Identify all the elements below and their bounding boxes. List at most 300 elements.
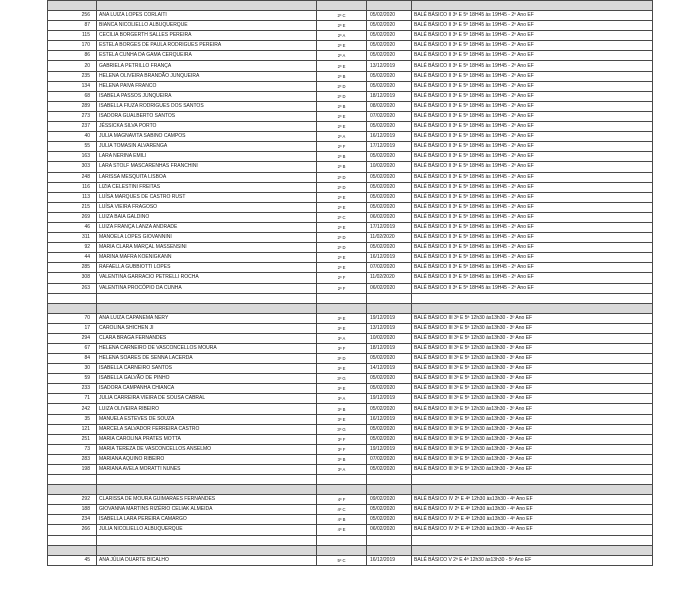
enrollment-date-cell: 05/02/2020: [367, 172, 412, 182]
class-group-cell: 2º E: [317, 21, 367, 31]
enrollment-date-cell: 05/02/2020: [367, 465, 412, 475]
table-row: [48, 152, 653, 162]
student-id-cell: 188: [48, 505, 97, 515]
course-schedule-cell: BALÉ BÁSICO IV 2ª E 4ª 12h30 às13h30 - 4º Ano EF: [412, 525, 653, 535]
enrollment-date-cell: 05/02/2020: [367, 21, 412, 31]
course-schedule-cell: BALÉ BÁSICO III 3ª E 5ª 12h30 às13h30 - 3º Ano EF: [412, 313, 653, 323]
course-schedule-cell: BALÉ BÁSICO III 3ª E 5ª 12h30 às13h30 - 3º Ano EF: [412, 343, 653, 353]
student-id-cell: 44: [48, 253, 97, 263]
class-group-cell: 2º E: [317, 61, 367, 71]
student-id-cell: 256: [48, 11, 97, 21]
student-id-cell: 17: [48, 323, 97, 333]
student-name-cell: JULIA CARREIRA VIEIRA DE SOUSA CABRAL: [97, 394, 317, 404]
enrollment-date-cell: 06/02/2020: [367, 283, 412, 293]
student-id-cell: 242: [48, 404, 97, 414]
student-id-cell: 92: [48, 243, 97, 253]
student-id-cell: 35: [48, 414, 97, 424]
enrollment-date-cell: 05/02/2020: [367, 31, 412, 41]
enrollment-date-cell: 11/02/2020: [367, 233, 412, 243]
class-group-cell: 2º D: [317, 243, 367, 253]
student-id-cell: 113: [48, 192, 97, 202]
course-schedule-cell: BALÉ BÁSICO II 3ª E 5ª 18H45 às 19H45 - 2º Ano EF: [412, 11, 653, 21]
separator-cell: [412, 1, 653, 11]
student-id-cell: 86: [48, 51, 97, 61]
table-row: [48, 263, 653, 273]
student-id-cell: 45: [48, 555, 97, 565]
blank-cell: [48, 475, 97, 485]
enrollment-date-cell: 09/02/2020: [367, 495, 412, 505]
student-id-cell: 251: [48, 434, 97, 444]
enrollment-date-cell: 16/12/2019: [367, 414, 412, 424]
separator-cell: [97, 303, 317, 313]
student-name-cell: VALENTINA GARRACIO PETRELLI ROCHA: [97, 273, 317, 283]
course-schedule-cell: BALÉ BÁSICO III 3ª E 5ª 12h30 às13h30 - 3º Ano EF: [412, 424, 653, 434]
student-name-cell: HELENA CARNEIRO DE VASCONCELLOS MOURA: [97, 343, 317, 353]
course-schedule-cell: BALÉ BÁSICO II 3ª E 5ª 18H45 às 19H45 - 2º Ano EF: [412, 152, 653, 162]
table-row: [48, 404, 653, 414]
enrollment-date-cell: 06/02/2020: [367, 525, 412, 535]
class-group-cell: 2º A: [317, 51, 367, 61]
enrollment-date-cell: 13/12/2019: [367, 323, 412, 333]
student-id-cell: 266: [48, 525, 97, 535]
blank-cell: [367, 293, 412, 303]
enrollment-date-cell: 05/02/2020: [367, 505, 412, 515]
separator-cell: [367, 1, 412, 11]
enrollment-date-cell: 10/02/2020: [367, 162, 412, 172]
course-schedule-cell: BALÉ BÁSICO II 3ª E 5ª 18H45 às 19H45 - 2º Ano EF: [412, 81, 653, 91]
student-name-cell: RAFAELLA GUBBIOTTI LOPES: [97, 263, 317, 273]
student-name-cell: ISABELLA LARA PEREIRA CAMARGO: [97, 515, 317, 525]
class-group-cell: 2º E: [317, 122, 367, 132]
class-group-cell: 2º B: [317, 71, 367, 81]
student-id-cell: 308: [48, 273, 97, 283]
student-id-cell: 73: [48, 444, 97, 454]
student-id-cell: 163: [48, 152, 97, 162]
section-separator-row: [48, 303, 653, 313]
student-id-cell: 40: [48, 132, 97, 142]
student-id-cell: 59: [48, 374, 97, 384]
course-schedule-cell: BALÉ BÁSICO III 3ª E 5ª 12h30 às13h30 - 3º Ano EF: [412, 394, 653, 404]
course-schedule-cell: BALÉ BÁSICO II 3ª E 5ª 18H45 às 19H45 - 2º Ano EF: [412, 212, 653, 222]
enrollment-date-cell: 05/02/2020: [367, 71, 412, 81]
student-name-cell: HELENA PAIVA FRANCO: [97, 81, 317, 91]
student-name-cell: LARA STOLF MASCARENHAS FRANCHINI: [97, 162, 317, 172]
student-name-cell: BIANCA NICOLIELLO ALBUQUERQUE: [97, 21, 317, 31]
course-schedule-cell: BALÉ BÁSICO II 3ª E 5ª 18H45 às 19H45 - 2º Ano EF: [412, 71, 653, 81]
table-row: [48, 283, 653, 293]
enrollment-date-cell: 05/02/2020: [367, 11, 412, 21]
separator-cell: [412, 485, 653, 495]
enrollment-date-cell: 05/02/2020: [367, 515, 412, 525]
blank-row: [48, 475, 653, 485]
student-id-cell: 116: [48, 182, 97, 192]
student-name-cell: LUIZA FRANÇA LANZA ANDRADE: [97, 222, 317, 232]
enrollment-date-cell: 19/12/2019: [367, 313, 412, 323]
separator-cell: [97, 485, 317, 495]
student-name-cell: VALENTINA PROCÓPIO DA CUNHA: [97, 283, 317, 293]
student-id-cell: 237: [48, 122, 97, 132]
class-group-cell: 3º E: [317, 323, 367, 333]
class-group-cell: 3º G: [317, 424, 367, 434]
student-name-cell: MARINA MAFRA KOENIGKANN: [97, 253, 317, 263]
blank-cell: [367, 535, 412, 545]
table-row: [48, 243, 653, 253]
separator-cell: [367, 303, 412, 313]
class-group-cell: 2º B: [317, 162, 367, 172]
enrollment-date-cell: 08/02/2020: [367, 101, 412, 111]
student-name-cell: MANOELA LOPES GIOVANNINI: [97, 233, 317, 243]
blank-cell: [317, 293, 367, 303]
course-schedule-cell: BALÉ BÁSICO II 3ª E 5ª 18H45 às 19H45 - 2º Ano EF: [412, 192, 653, 202]
student-name-cell: ISADORA CAMPANHA CHIANCA: [97, 384, 317, 394]
student-name-cell: ANA LUIZA CAPANEMA NERY: [97, 313, 317, 323]
class-group-cell: 2º A: [317, 132, 367, 142]
student-name-cell: ISADORA GUALBERTO SANTOS: [97, 111, 317, 121]
class-group-cell: 4º F: [317, 495, 367, 505]
student-name-cell: MARIANA AQUINO RIBEIRO: [97, 454, 317, 464]
table-row: [48, 11, 653, 21]
table-row: [48, 51, 653, 61]
class-group-cell: 2º D: [317, 172, 367, 182]
student-name-cell: ANA JÚLIA DUARTE BICALHO: [97, 555, 317, 565]
table-row: [48, 202, 653, 212]
table-row: [48, 465, 653, 475]
student-name-cell: CLARISSA DE MOURA GUIMARAES FERNANDES: [97, 495, 317, 505]
enrollment-date-cell: 16/12/2019: [367, 253, 412, 263]
class-group-cell: 3º D: [317, 354, 367, 364]
table-row: [48, 111, 653, 121]
student-name-cell: LARISSA MESQUITA LISBOA: [97, 172, 317, 182]
class-group-cell: 3º F: [317, 343, 367, 353]
enrollment-date-cell: 16/12/2019: [367, 132, 412, 142]
class-group-cell: 2º D: [317, 81, 367, 91]
enrollment-table: [47, 0, 653, 566]
separator-cell: [367, 485, 412, 495]
enrollment-date-cell: 07/02/2020: [367, 454, 412, 464]
student-name-cell: LARA NERINA EMILI: [97, 152, 317, 162]
course-schedule-cell: BALÉ BÁSICO III 3ª E 5ª 12h30 às13h30 - 3º Ano EF: [412, 323, 653, 333]
class-group-cell: 3º B: [317, 404, 367, 414]
student-name-cell: JULIA MAGNAVITA SABINO CAMPOS: [97, 132, 317, 142]
student-name-cell: MARIA CAROLINA PRATES MOTTA: [97, 434, 317, 444]
class-group-cell: 2º E: [317, 202, 367, 212]
course-schedule-cell: BALÉ BÁSICO II 3ª E 5ª 18H45 às 19H45 - 2º Ano EF: [412, 111, 653, 121]
course-schedule-cell: BALÉ BÁSICO III 3ª E 5ª 12h30 às13h30 - 3º Ano EF: [412, 354, 653, 364]
separator-cell: [97, 545, 317, 555]
blank-cell: [317, 535, 367, 545]
student-id-cell: 67: [48, 343, 97, 353]
student-id-cell: 70: [48, 313, 97, 323]
blank-cell: [48, 293, 97, 303]
table-row: [48, 414, 653, 424]
student-id-cell: 248: [48, 172, 97, 182]
student-id-cell: 273: [48, 111, 97, 121]
class-group-cell: 5º C: [317, 555, 367, 565]
blank-cell: [48, 535, 97, 545]
student-id-cell: 170: [48, 41, 97, 51]
table-row: [48, 192, 653, 202]
class-group-cell: 2º E: [317, 41, 367, 51]
enrollment-date-cell: 05/02/2020: [367, 434, 412, 444]
course-schedule-cell: BALÉ BÁSICO II 3ª E 5ª 18H45 às 19H45 - 2º Ano EF: [412, 263, 653, 273]
student-id-cell: 263: [48, 283, 97, 293]
table-row: [48, 394, 653, 404]
class-group-cell: 4º E: [317, 525, 367, 535]
separator-cell: [412, 545, 653, 555]
enrollment-date-cell: 05/02/2020: [367, 122, 412, 132]
separator-cell: [48, 485, 97, 495]
student-id-cell: 30: [48, 364, 97, 374]
course-schedule-cell: BALÉ BÁSICO II 3ª E 5ª 18H45 às 19H45 - 2º Ano EF: [412, 122, 653, 132]
class-group-cell: 3º E: [317, 364, 367, 374]
enrollment-table-body: [48, 1, 653, 566]
student-name-cell: JULIA NICOLIELLO ALBUQUERQUE: [97, 525, 317, 535]
student-name-cell: ISABELLA GALVÃO DE PINHO: [97, 374, 317, 384]
table-row: [48, 444, 653, 454]
enrollment-date-cell: 07/02/2020: [367, 111, 412, 121]
enrollment-date-cell: 14/12/2019: [367, 364, 412, 374]
blank-cell: [367, 475, 412, 485]
course-schedule-cell: BALÉ BÁSICO III 3ª E 5ª 12h30 às13h30 - 3º Ano EF: [412, 444, 653, 454]
enrollment-date-cell: 05/02/2020: [367, 202, 412, 212]
enrollment-date-cell: 05/02/2020: [367, 384, 412, 394]
student-name-cell: LUIZA BAIA GALDINO: [97, 212, 317, 222]
course-schedule-cell: BALÉ BÁSICO II 3ª E 5ª 18H45 às 19H45 - 2º Ano EF: [412, 132, 653, 142]
student-name-cell: CECILIA BORGERTH SALLES PEREIRA: [97, 31, 317, 41]
student-name-cell: GIOVANNA MARTINS RIZÉRIO CELIAK ALMEIDA: [97, 505, 317, 515]
student-name-cell: JULIA TOMASIN ALVARENGA: [97, 142, 317, 152]
course-schedule-cell: BALÉ BÁSICO III 3ª E 5ª 12h30 às13h30 - 3º Ano EF: [412, 465, 653, 475]
class-group-cell: 2º C: [317, 11, 367, 21]
enrollment-date-cell: 05/02/2020: [367, 424, 412, 434]
course-schedule-cell: BALÉ BÁSICO II 3ª E 5ª 18H45 às 19H45 - 2º Ano EF: [412, 41, 653, 51]
student-id-cell: 71: [48, 394, 97, 404]
student-id-cell: 283: [48, 454, 97, 464]
enrollment-date-cell: 19/12/2019: [367, 444, 412, 454]
enrollment-date-cell: 05/02/2020: [367, 354, 412, 364]
course-schedule-cell: BALÉ BÁSICO III 3ª E 5ª 12h30 às13h30 - 3º Ano EF: [412, 364, 653, 374]
separator-cell: [412, 303, 653, 313]
blank-cell: [97, 535, 317, 545]
class-group-cell: 3º E: [317, 414, 367, 424]
student-id-cell: 289: [48, 101, 97, 111]
blank-cell: [97, 475, 317, 485]
enrollment-date-cell: 13/12/2019: [367, 61, 412, 71]
student-name-cell: LUÍSA MARQUES DE CASTRO RUST: [97, 192, 317, 202]
table-row: [48, 61, 653, 71]
enrollment-date-cell: 05/02/2020: [367, 41, 412, 51]
enrollment-date-cell: 17/12/2019: [367, 222, 412, 232]
separator-cell: [317, 545, 367, 555]
table-row: [48, 454, 653, 464]
table-row: [48, 424, 653, 434]
course-schedule-cell: BALÉ BÁSICO II 3ª E 5ª 18H45 às 19H45 - 2º Ano EF: [412, 233, 653, 243]
course-schedule-cell: BALÉ BÁSICO IV 2ª E 4ª 12h30 às13h30 - 4º Ano EF: [412, 495, 653, 505]
class-group-cell: 2º D: [317, 91, 367, 101]
course-schedule-cell: BALÉ BÁSICO II 3ª E 5ª 18H45 às 19H45 - 2º Ano EF: [412, 61, 653, 71]
separator-cell: [48, 303, 97, 313]
table-row: [48, 323, 653, 333]
course-schedule-cell: BALÉ BÁSICO IV 2ª E 4ª 12h30 às13h30 - 4º Ano EF: [412, 515, 653, 525]
course-schedule-cell: BALÉ BÁSICO II 3ª E 5ª 18H45 às 19H45 - 2º Ano EF: [412, 51, 653, 61]
class-group-cell: 2º E: [317, 222, 367, 232]
student-name-cell: ESTELA CUNHA DA GAMA CERQUEIRA: [97, 51, 317, 61]
table-row: [48, 333, 653, 343]
class-group-cell: 2º B: [317, 152, 367, 162]
student-id-cell: 234: [48, 515, 97, 525]
class-group-cell: 4º B: [317, 515, 367, 525]
course-schedule-cell: BALÉ BÁSICO III 3ª E 5ª 12h30 às13h30 - 3º Ano EF: [412, 414, 653, 424]
student-id-cell: 84: [48, 354, 97, 364]
enrollment-date-cell: 18/12/2019: [367, 91, 412, 101]
blank-cell: [317, 475, 367, 485]
student-id-cell: 46: [48, 222, 97, 232]
class-group-cell: 3º G: [317, 374, 367, 384]
class-group-cell: 2º D: [317, 233, 367, 243]
student-name-cell: MARIA TEREZA DE VASCONCELLOS ANSELMO: [97, 444, 317, 454]
table-row: [48, 374, 653, 384]
class-group-cell: 3º F: [317, 444, 367, 454]
class-group-cell: 2º D: [317, 182, 367, 192]
course-schedule-cell: BALÉ BÁSICO II 3ª E 5ª 18H45 às 19H45 - 2º Ano EF: [412, 283, 653, 293]
student-id-cell: 134: [48, 81, 97, 91]
student-name-cell: ANA LUIZA LOPES CORLAITI: [97, 11, 317, 21]
student-name-cell: GABRIELA PETRILLO FRANÇA: [97, 61, 317, 71]
course-schedule-cell: BALÉ BÁSICO II 3ª E 5ª 18H45 às 19H45 - 2º Ano EF: [412, 142, 653, 152]
class-group-cell: 2º E: [317, 263, 367, 273]
separator-cell: [48, 545, 97, 555]
class-group-cell: 2º F: [317, 283, 367, 293]
student-name-cell: MARCELA SALVADOR FERREIRA CASTRO: [97, 424, 317, 434]
student-id-cell: 233: [48, 384, 97, 394]
blank-cell: [412, 475, 653, 485]
course-schedule-cell: BALÉ BÁSICO II 3ª E 5ª 18H45 às 19H45 - 2º Ano EF: [412, 101, 653, 111]
table-row: [48, 515, 653, 525]
blank-row: [48, 535, 653, 545]
table-row: [48, 343, 653, 353]
enrollment-date-cell: 05/02/2020: [367, 374, 412, 384]
table-row: [48, 253, 653, 263]
class-group-cell: 2º E: [317, 111, 367, 121]
table-row: [48, 364, 653, 374]
blank-row: [48, 293, 653, 303]
enrollment-date-cell: 07/02/2020: [367, 263, 412, 273]
table-row: [48, 233, 653, 243]
header-row: [48, 1, 653, 11]
student-name-cell: ESTELA BORGES DE PAULA RODRIGUES PEREIRA: [97, 41, 317, 51]
course-schedule-cell: BALÉ BÁSICO II 3ª E 5ª 18H45 às 19H45 - 2º Ano EF: [412, 172, 653, 182]
class-group-cell: 3º A: [317, 465, 367, 475]
student-name-cell: JÉSSICKA SILVA PORTO: [97, 122, 317, 132]
course-schedule-cell: BALÉ BÁSICO II 3ª E 5ª 18H45 às 19H45 - 2º Ano EF: [412, 91, 653, 101]
table-row: [48, 81, 653, 91]
course-schedule-cell: BALÉ BÁSICO III 3ª E 5ª 12h30 às13h30 - 3º Ano EF: [412, 404, 653, 414]
class-group-cell: 2º A: [317, 31, 367, 41]
student-id-cell: 294: [48, 333, 97, 343]
student-id-cell: 115: [48, 31, 97, 41]
course-schedule-cell: BALÉ BÁSICO III 3ª E 5ª 12h30 às13h30 - 3º Ano EF: [412, 374, 653, 384]
enrollment-date-cell: 16/12/2019: [367, 555, 412, 565]
enrollment-date-cell: 17/12/2019: [367, 142, 412, 152]
student-id-cell: 55: [48, 142, 97, 152]
class-group-cell: 2º F: [317, 142, 367, 152]
student-name-cell: LUIZA OLIVEIRA RIBEIRO: [97, 404, 317, 414]
table-row: [48, 162, 653, 172]
course-schedule-cell: BALÉ BÁSICO III 3ª E 5ª 12h30 às13h30 - 3º Ano EF: [412, 454, 653, 464]
class-group-cell: 3º E: [317, 313, 367, 323]
table-row: [48, 313, 653, 323]
student-id-cell: 121: [48, 424, 97, 434]
course-schedule-cell: BALÉ BÁSICO II 3ª E 5ª 18H45 às 19H45 - 2º Ano EF: [412, 31, 653, 41]
class-group-cell: 2º E: [317, 192, 367, 202]
table-row: [48, 434, 653, 444]
separator-cell: [317, 485, 367, 495]
table-row: [48, 31, 653, 41]
table-row: [48, 273, 653, 283]
table-row: [48, 142, 653, 152]
table-row: [48, 172, 653, 182]
course-schedule-cell: BALÉ BÁSICO II 3ª E 5ª 18H45 às 19H45 - 2º Ano EF: [412, 202, 653, 212]
class-group-cell: 3º B: [317, 454, 367, 464]
student-name-cell: MANUELA ESTEVES DE SOUZA: [97, 414, 317, 424]
class-group-cell: 3º E: [317, 384, 367, 394]
enrollment-sheet: [47, 0, 652, 566]
enrollment-date-cell: 05/02/2020: [367, 404, 412, 414]
enrollment-date-cell: 05/02/2020: [367, 152, 412, 162]
student-name-cell: CAROLINA SHICHEN JI: [97, 323, 317, 333]
table-row: [48, 182, 653, 192]
course-schedule-cell: BALÉ BÁSICO III 3ª E 5ª 12h30 às13h30 - 3º Ano EF: [412, 333, 653, 343]
table-row: [48, 525, 653, 535]
student-name-cell: MARIA CLARA MARÇAL MASSENSINI: [97, 243, 317, 253]
blank-cell: [412, 293, 653, 303]
table-row: [48, 495, 653, 505]
table-row: [48, 132, 653, 142]
class-group-cell: 3º A: [317, 394, 367, 404]
student-id-cell: 198: [48, 465, 97, 475]
table-row: [48, 212, 653, 222]
enrollment-date-cell: 05/02/2020: [367, 243, 412, 253]
separator-cell: [367, 545, 412, 555]
student-name-cell: CLARA BRAGA FERNANDES: [97, 333, 317, 343]
course-schedule-cell: BALÉ BÁSICO II 3ª E 5ª 18H45 às 19H45 - 2º Ano EF: [412, 243, 653, 253]
section-separator-row: [48, 545, 653, 555]
course-schedule-cell: BALÉ BÁSICO II 3ª E 5ª 18H45 às 19H45 - 2º Ano EF: [412, 253, 653, 263]
enrollment-date-cell: 05/02/2020: [367, 192, 412, 202]
enrollment-date-cell: 06/02/2020: [367, 212, 412, 222]
table-row: [48, 354, 653, 364]
course-schedule-cell: BALÉ BÁSICO IV 2ª E 4ª 12h30 às13h30 - 4º Ano EF: [412, 505, 653, 515]
table-row: [48, 21, 653, 31]
student-id-cell: 303: [48, 162, 97, 172]
class-group-cell: 2º C: [317, 212, 367, 222]
student-id-cell: 20: [48, 61, 97, 71]
separator-cell: [317, 1, 367, 11]
table-row: [48, 91, 653, 101]
separator-cell: [48, 1, 97, 11]
class-group-cell: 2º E: [317, 253, 367, 263]
course-schedule-cell: BALÉ BÁSICO II 3ª E 5ª 18H45 às 19H45 - 2º Ano EF: [412, 182, 653, 192]
student-name-cell: MARIANA AVELA MORATTI NUNES: [97, 465, 317, 475]
student-name-cell: ISABELLA FIUZA RODRIGUES DOS SANTOS: [97, 101, 317, 111]
student-name-cell: HELENA OLIVEIRA BRANDÃO JUNQUEIRA: [97, 71, 317, 81]
course-schedule-cell: BALÉ BÁSICO II 3ª E 5ª 18H45 às 19H45 - 2º Ano EF: [412, 21, 653, 31]
table-row: [48, 505, 653, 515]
table-row: [48, 101, 653, 111]
table-row: [48, 122, 653, 132]
separator-cell: [97, 1, 317, 11]
enrollment-date-cell: 10/02/2020: [367, 333, 412, 343]
